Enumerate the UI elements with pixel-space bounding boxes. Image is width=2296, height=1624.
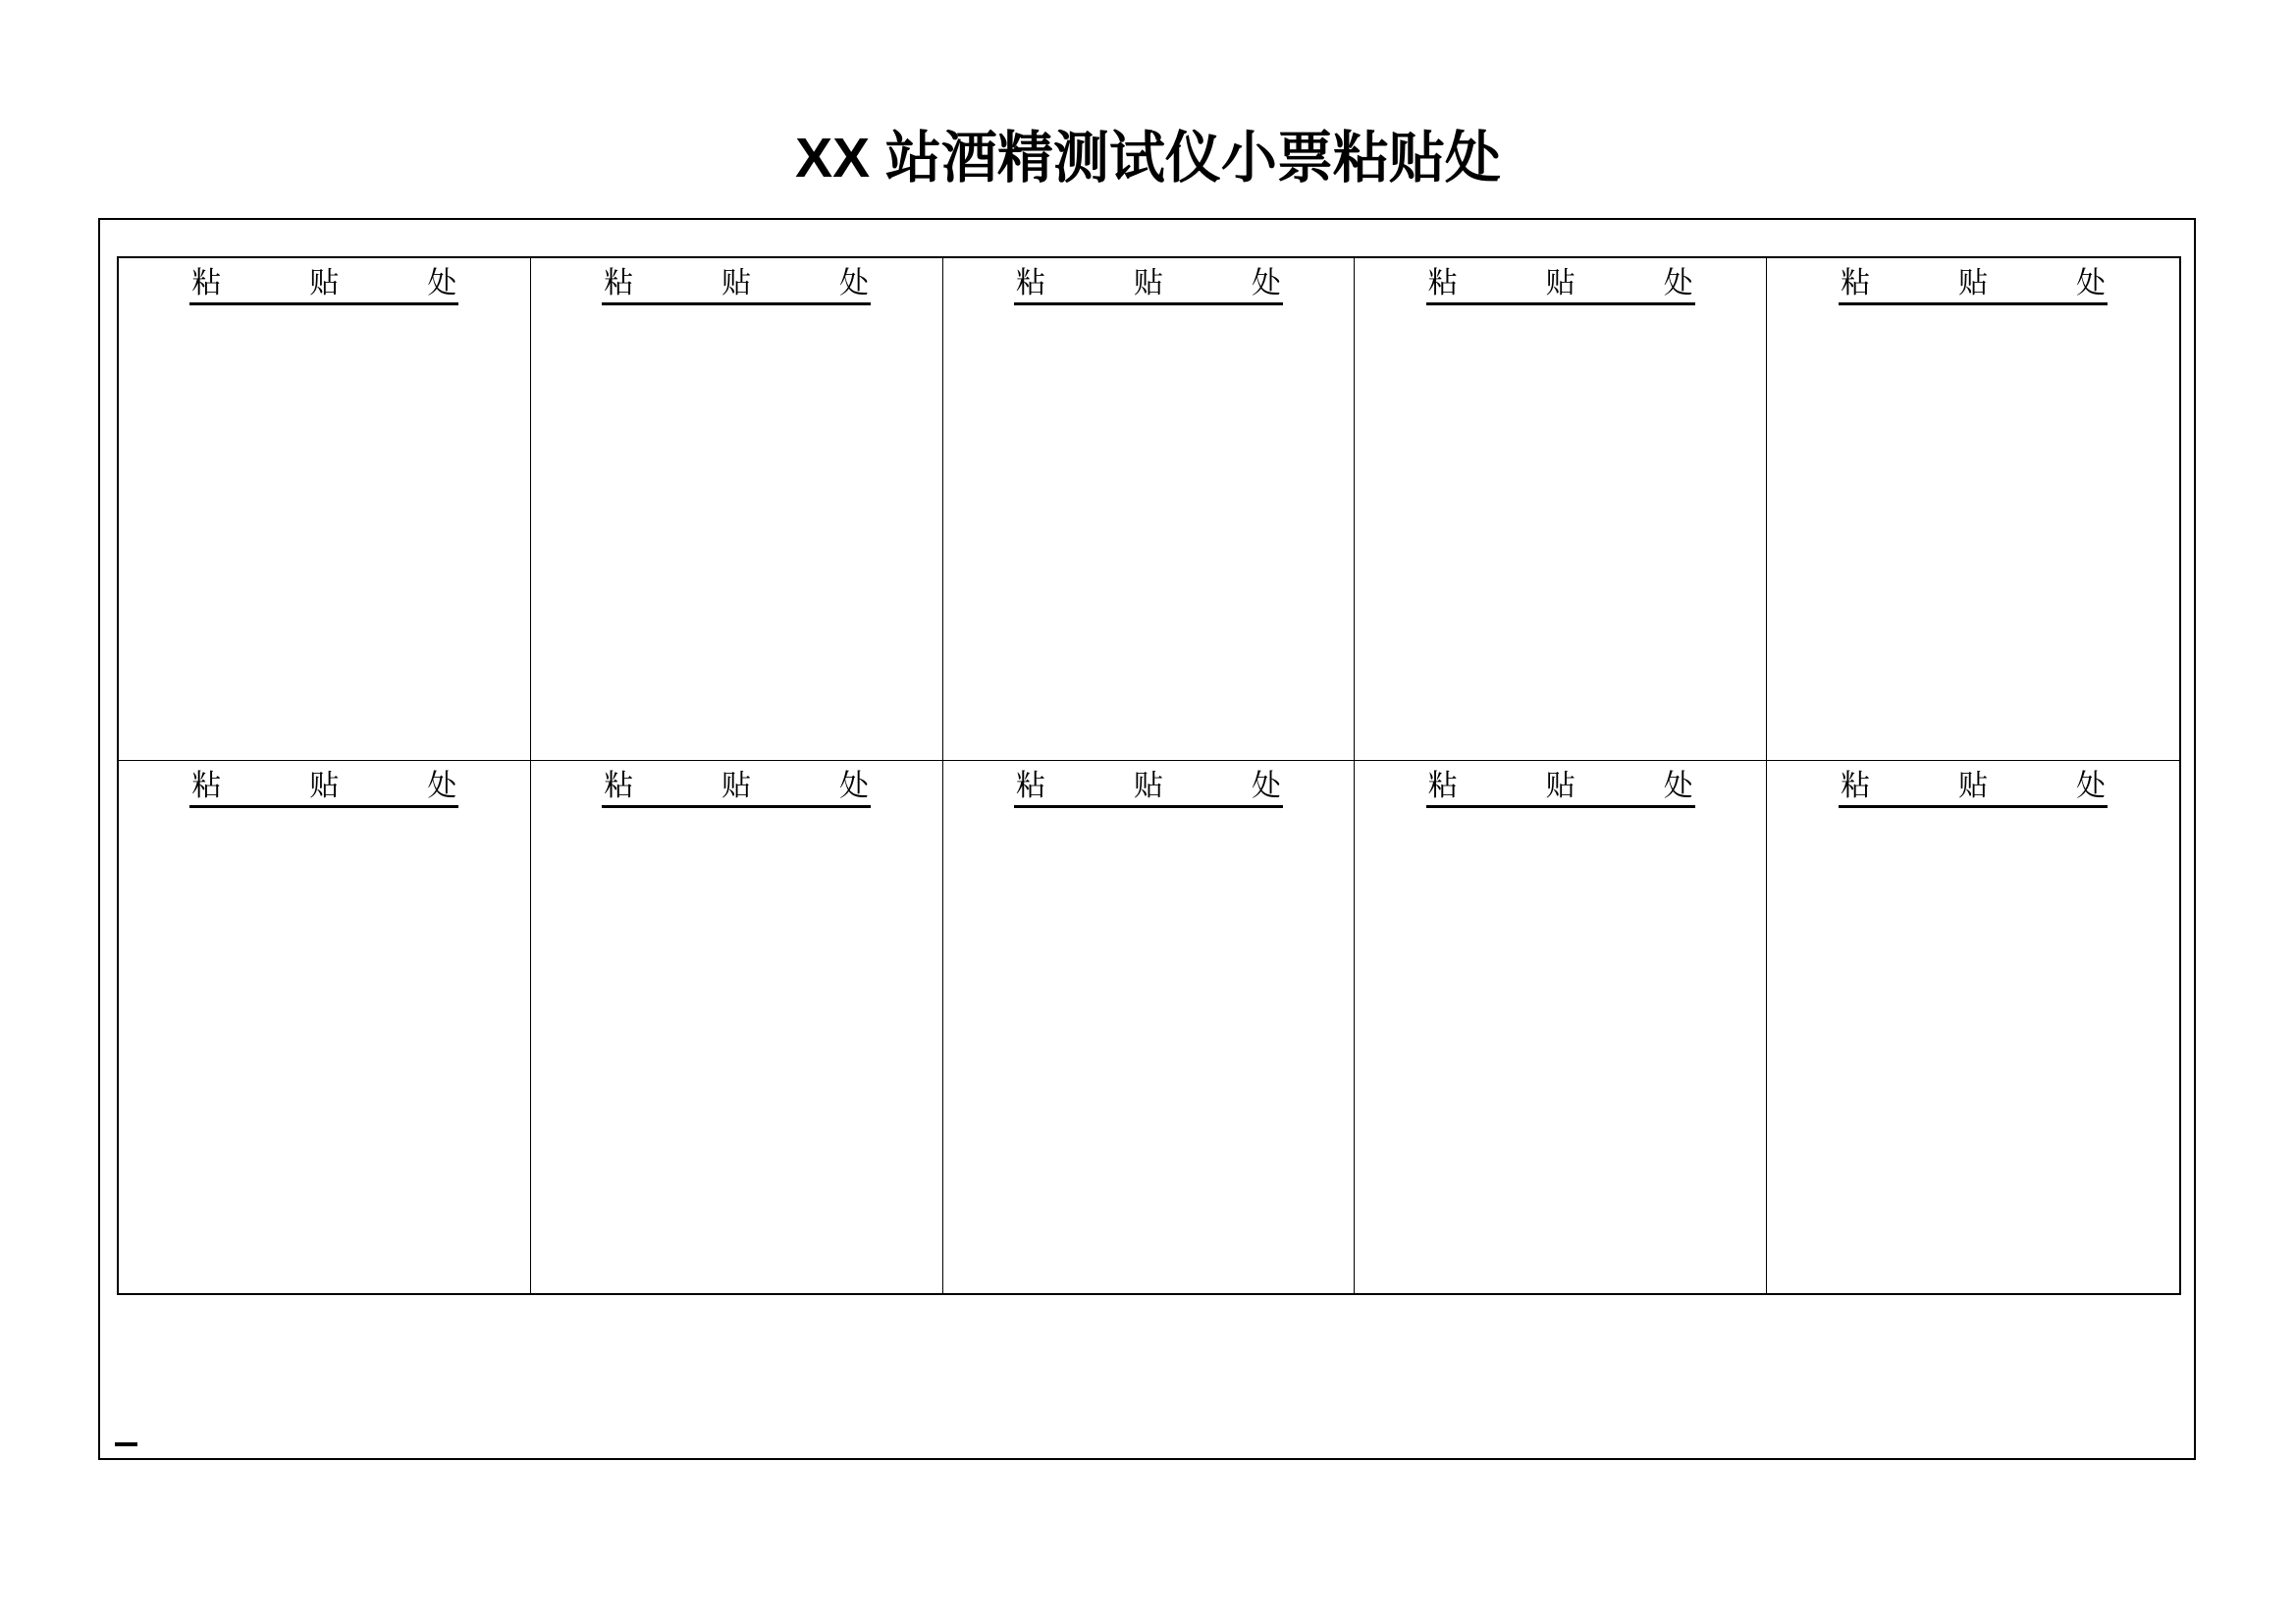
paste-cell-r2c3 xyxy=(943,761,1356,1293)
paste-cell-r2c4 xyxy=(1355,761,1767,1293)
paste-cell-r1c4 xyxy=(1355,258,1767,761)
paste-cell-label: 粘 贴 处 xyxy=(189,769,458,808)
paste-cell-header xyxy=(119,769,530,808)
paste-cell-r2c5 xyxy=(1767,761,2179,1293)
paste-cell-r1c3 xyxy=(943,258,1356,761)
paste-cell-header xyxy=(1355,769,1766,808)
paste-cell-r1c2 xyxy=(531,258,943,761)
paste-cell-r2c1 xyxy=(119,761,531,1293)
paste-cell-label: 粘 贴 处 xyxy=(189,266,458,305)
paste-cell-header xyxy=(119,266,530,305)
paste-cell-label: 粘 贴 处 xyxy=(1426,769,1695,808)
page-title: XX 站酒精测试仪小票粘贴处 xyxy=(795,127,1501,189)
paste-cell-label: 粘 贴 处 xyxy=(602,266,871,305)
paste-cell-header xyxy=(531,266,942,305)
paste-cell-header xyxy=(943,266,1355,305)
paste-cell-label: 粘 贴 处 xyxy=(1014,769,1283,808)
paste-cell-header xyxy=(531,769,942,808)
paste-cell-label: 粘 贴 处 xyxy=(1839,266,2108,305)
paste-cell-r1c1 xyxy=(119,258,531,761)
paste-cell-label: 粘 贴 处 xyxy=(1839,769,2108,808)
paste-cell-header xyxy=(943,769,1355,808)
paste-cell-header xyxy=(1767,769,2179,808)
paste-cell-header xyxy=(1355,266,1766,305)
underscore-mark xyxy=(115,1442,137,1446)
paste-cell-label: 粘 贴 处 xyxy=(602,769,871,808)
paste-cell-header xyxy=(1767,266,2179,305)
paste-cell-label: 粘 贴 处 xyxy=(1014,266,1283,305)
paste-cell-r1c5 xyxy=(1767,258,2179,761)
paste-table xyxy=(117,256,2181,1295)
paste-cell-label: 粘 贴 处 xyxy=(1426,266,1695,305)
paste-cell-r2c2 xyxy=(531,761,943,1293)
